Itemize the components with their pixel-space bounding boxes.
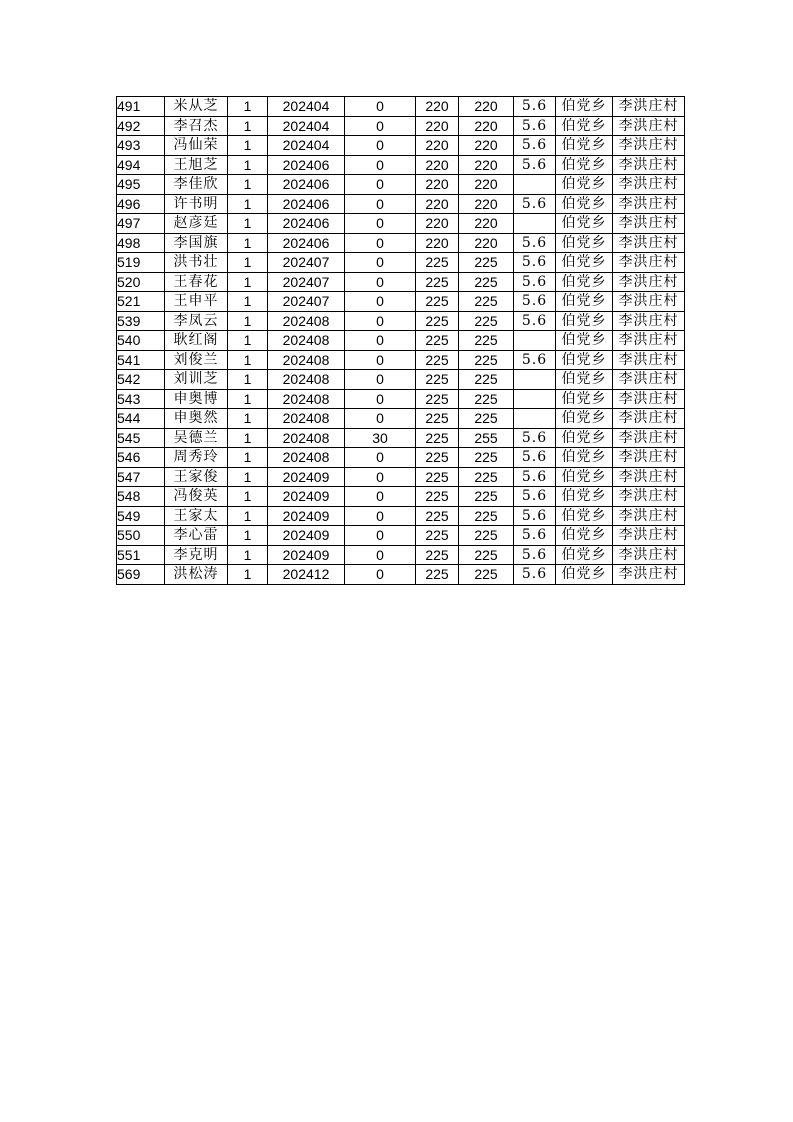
cell-standard: 5.6 [514, 565, 556, 585]
cell-village: 李洪庄村 [613, 487, 685, 507]
cell-total: 220 [459, 233, 514, 253]
cell-extra: 0 [345, 409, 416, 429]
roster-body [117, 97, 685, 585]
cell-name: 王家太 [165, 506, 228, 526]
cell-seq: 543 [117, 389, 165, 409]
table-row [117, 350, 685, 370]
cell-name: 耿红阁 [165, 331, 228, 351]
cell-name: 许书明 [165, 194, 228, 214]
cell-seq: 496 [117, 194, 165, 214]
cell-base: 225 [416, 331, 459, 351]
cell-month: 202408 [268, 311, 345, 331]
cell-extra: 0 [345, 253, 416, 273]
cell-month: 202409 [268, 487, 345, 507]
table-row [117, 233, 685, 253]
cell-village: 李洪庄村 [613, 233, 685, 253]
cell-name: 王春花 [165, 272, 228, 292]
cell-total: 225 [459, 292, 514, 312]
cell-name: 王申平 [165, 292, 228, 312]
cell-standard: 5.6 [514, 526, 556, 546]
cell-name: 吴德兰 [165, 428, 228, 448]
cell-seq: 493 [117, 136, 165, 156]
cell-month: 202412 [268, 565, 345, 585]
cell-month: 202409 [268, 506, 345, 526]
cell-village: 李洪庄村 [613, 350, 685, 370]
cell-township: 伯党乡 [556, 428, 613, 448]
table-row [117, 253, 685, 273]
cell-base: 225 [416, 409, 459, 429]
cell-month: 202408 [268, 370, 345, 390]
cell-total: 255 [459, 428, 514, 448]
cell-extra: 0 [345, 565, 416, 585]
cell-township: 伯党乡 [556, 409, 613, 429]
cell-standard [514, 409, 556, 429]
cell-count: 1 [228, 526, 268, 546]
cell-extra: 0 [345, 506, 416, 526]
cell-village: 李洪庄村 [613, 565, 685, 585]
cell-name: 冯仙荣 [165, 136, 228, 156]
cell-total: 220 [459, 194, 514, 214]
cell-seq: 494 [117, 155, 165, 175]
table-row [117, 428, 685, 448]
cell-extra: 0 [345, 370, 416, 390]
cell-name: 李召杰 [165, 116, 228, 136]
cell-base: 225 [416, 565, 459, 585]
cell-name: 李凤云 [165, 311, 228, 331]
cell-seq: 569 [117, 565, 165, 585]
cell-name: 李心雷 [165, 526, 228, 546]
table-row [117, 116, 685, 136]
cell-month: 202409 [268, 467, 345, 487]
cell-base: 220 [416, 175, 459, 195]
cell-standard: 5.6 [514, 350, 556, 370]
cell-count: 1 [228, 175, 268, 195]
cell-month: 202409 [268, 545, 345, 565]
cell-village: 李洪庄村 [613, 194, 685, 214]
cell-name: 洪松涛 [165, 565, 228, 585]
cell-township: 伯党乡 [556, 350, 613, 370]
cell-count: 1 [228, 331, 268, 351]
cell-standard: 5.6 [514, 136, 556, 156]
table-row [117, 136, 685, 156]
table-row [117, 97, 685, 117]
cell-count: 1 [228, 565, 268, 585]
table-row [117, 272, 685, 292]
cell-village: 李洪庄村 [613, 331, 685, 351]
cell-standard: 5.6 [514, 253, 556, 273]
cell-month: 202408 [268, 350, 345, 370]
cell-month: 202404 [268, 136, 345, 156]
cell-month: 202408 [268, 389, 345, 409]
cell-standard: 5.6 [514, 467, 556, 487]
cell-village: 李洪庄村 [613, 136, 685, 156]
cell-village: 李洪庄村 [613, 545, 685, 565]
cell-standard: 5.6 [514, 194, 556, 214]
cell-standard: 5.6 [514, 233, 556, 253]
cell-extra: 0 [345, 331, 416, 351]
cell-village: 李洪庄村 [613, 428, 685, 448]
cell-base: 220 [416, 233, 459, 253]
cell-month: 202409 [268, 526, 345, 546]
cell-count: 1 [228, 545, 268, 565]
table-row [117, 467, 685, 487]
cell-count: 1 [228, 311, 268, 331]
cell-month: 202406 [268, 155, 345, 175]
cell-total: 225 [459, 331, 514, 351]
cell-village: 李洪庄村 [613, 506, 685, 526]
cell-month: 202408 [268, 331, 345, 351]
cell-standard: 5.6 [514, 116, 556, 136]
cell-base: 220 [416, 194, 459, 214]
table-row [117, 506, 685, 526]
cell-extra: 0 [345, 487, 416, 507]
cell-count: 1 [228, 428, 268, 448]
cell-base: 225 [416, 253, 459, 273]
cell-base: 225 [416, 487, 459, 507]
cell-total: 220 [459, 155, 514, 175]
cell-count: 1 [228, 97, 268, 117]
cell-seq: 540 [117, 331, 165, 351]
cell-extra: 0 [345, 214, 416, 234]
cell-extra: 0 [345, 545, 416, 565]
cell-standard: 5.6 [514, 97, 556, 117]
cell-extra: 0 [345, 526, 416, 546]
cell-seq: 519 [117, 253, 165, 273]
cell-village: 李洪庄村 [613, 389, 685, 409]
cell-extra: 0 [345, 272, 416, 292]
cell-count: 1 [228, 116, 268, 136]
cell-month: 202404 [268, 97, 345, 117]
cell-township: 伯党乡 [556, 136, 613, 156]
cell-name: 赵彦廷 [165, 214, 228, 234]
cell-month: 202407 [268, 272, 345, 292]
cell-standard: 5.6 [514, 448, 556, 468]
table-row [117, 545, 685, 565]
cell-township: 伯党乡 [556, 565, 613, 585]
table-row [117, 389, 685, 409]
cell-seq: 495 [117, 175, 165, 195]
cell-total: 220 [459, 136, 514, 156]
cell-base: 225 [416, 389, 459, 409]
cell-base: 220 [416, 155, 459, 175]
cell-total: 225 [459, 311, 514, 331]
cell-base: 220 [416, 97, 459, 117]
cell-count: 1 [228, 272, 268, 292]
table-row [117, 194, 685, 214]
cell-standard: 5.6 [514, 428, 556, 448]
cell-standard [514, 214, 556, 234]
cell-standard [514, 389, 556, 409]
cell-township: 伯党乡 [556, 233, 613, 253]
cell-township: 伯党乡 [556, 253, 613, 273]
cell-base: 225 [416, 506, 459, 526]
cell-village: 李洪庄村 [613, 409, 685, 429]
cell-township: 伯党乡 [556, 467, 613, 487]
cell-standard: 5.6 [514, 487, 556, 507]
cell-total: 225 [459, 526, 514, 546]
cell-base: 225 [416, 467, 459, 487]
cell-seq: 491 [117, 97, 165, 117]
cell-total: 220 [459, 175, 514, 195]
cell-township: 伯党乡 [556, 448, 613, 468]
cell-base: 225 [416, 448, 459, 468]
cell-village: 李洪庄村 [613, 116, 685, 136]
cell-township: 伯党乡 [556, 175, 613, 195]
cell-month: 202407 [268, 253, 345, 273]
cell-total: 225 [459, 370, 514, 390]
table-row [117, 409, 685, 429]
cell-total: 225 [459, 565, 514, 585]
cell-seq: 547 [117, 467, 165, 487]
cell-count: 1 [228, 253, 268, 273]
cell-name: 王旭芝 [165, 155, 228, 175]
cell-name: 王家俊 [165, 467, 228, 487]
cell-count: 1 [228, 506, 268, 526]
cell-seq: 497 [117, 214, 165, 234]
cell-seq: 541 [117, 350, 165, 370]
cell-extra: 0 [345, 467, 416, 487]
cell-extra: 0 [345, 233, 416, 253]
cell-extra: 0 [345, 116, 416, 136]
cell-total: 220 [459, 97, 514, 117]
cell-name: 冯俊英 [165, 487, 228, 507]
cell-month: 202406 [268, 214, 345, 234]
cell-base: 225 [416, 350, 459, 370]
cell-count: 1 [228, 467, 268, 487]
cell-base: 225 [416, 370, 459, 390]
cell-extra: 0 [345, 97, 416, 117]
cell-total: 225 [459, 545, 514, 565]
cell-village: 李洪庄村 [613, 292, 685, 312]
cell-month: 202407 [268, 292, 345, 312]
cell-extra: 0 [345, 292, 416, 312]
cell-seq: 546 [117, 448, 165, 468]
cell-standard: 5.6 [514, 155, 556, 175]
cell-village: 李洪庄村 [613, 370, 685, 390]
cell-township: 伯党乡 [556, 292, 613, 312]
cell-seq: 551 [117, 545, 165, 565]
cell-township: 伯党乡 [556, 116, 613, 136]
table-row [117, 214, 685, 234]
cell-name: 刘俊兰 [165, 350, 228, 370]
table-row [117, 565, 685, 585]
cell-township: 伯党乡 [556, 272, 613, 292]
cell-seq: 492 [117, 116, 165, 136]
cell-month: 202406 [268, 175, 345, 195]
cell-standard: 5.6 [514, 292, 556, 312]
cell-extra: 0 [345, 194, 416, 214]
cell-total: 225 [459, 272, 514, 292]
cell-village: 李洪庄村 [613, 175, 685, 195]
cell-month: 202406 [268, 194, 345, 214]
cell-count: 1 [228, 136, 268, 156]
cell-extra: 0 [345, 350, 416, 370]
cell-total: 225 [459, 467, 514, 487]
cell-extra: 0 [345, 311, 416, 331]
cell-total: 220 [459, 214, 514, 234]
cell-name: 申奥然 [165, 409, 228, 429]
cell-seq: 550 [117, 526, 165, 546]
cell-name: 李佳欣 [165, 175, 228, 195]
cell-base: 220 [416, 136, 459, 156]
cell-total: 225 [459, 506, 514, 526]
cell-base: 220 [416, 116, 459, 136]
cell-township: 伯党乡 [556, 545, 613, 565]
cell-township: 伯党乡 [556, 214, 613, 234]
table-row [117, 448, 685, 468]
table-row [117, 311, 685, 331]
cell-standard [514, 370, 556, 390]
cell-count: 1 [228, 370, 268, 390]
cell-township: 伯党乡 [556, 526, 613, 546]
cell-base: 220 [416, 214, 459, 234]
roster-table [116, 96, 685, 585]
cell-township: 伯党乡 [556, 389, 613, 409]
cell-township: 伯党乡 [556, 370, 613, 390]
table-row [117, 175, 685, 195]
cell-seq: 520 [117, 272, 165, 292]
cell-standard: 5.6 [514, 311, 556, 331]
cell-month: 202408 [268, 448, 345, 468]
cell-standard [514, 175, 556, 195]
cell-seq: 548 [117, 487, 165, 507]
cell-count: 1 [228, 155, 268, 175]
table-row [117, 292, 685, 312]
cell-seq: 544 [117, 409, 165, 429]
cell-village: 李洪庄村 [613, 526, 685, 546]
cell-name: 洪书壮 [165, 253, 228, 273]
cell-seq: 545 [117, 428, 165, 448]
cell-base: 225 [416, 526, 459, 546]
table-row [117, 370, 685, 390]
cell-month: 202408 [268, 409, 345, 429]
cell-count: 1 [228, 487, 268, 507]
cell-total: 225 [459, 487, 514, 507]
cell-total: 225 [459, 350, 514, 370]
cell-name: 刘训芝 [165, 370, 228, 390]
table-row [117, 155, 685, 175]
cell-village: 李洪庄村 [613, 311, 685, 331]
cell-count: 1 [228, 214, 268, 234]
cell-month: 202404 [268, 116, 345, 136]
cell-total: 220 [459, 116, 514, 136]
cell-base: 225 [416, 428, 459, 448]
cell-name: 周秀玲 [165, 448, 228, 468]
cell-base: 225 [416, 292, 459, 312]
cell-extra: 0 [345, 175, 416, 195]
cell-township: 伯党乡 [556, 331, 613, 351]
cell-standard: 5.6 [514, 545, 556, 565]
cell-name: 李国旗 [165, 233, 228, 253]
table-row [117, 526, 685, 546]
cell-month: 202408 [268, 428, 345, 448]
cell-village: 李洪庄村 [613, 467, 685, 487]
cell-seq: 549 [117, 506, 165, 526]
table-row [117, 331, 685, 351]
cell-base: 225 [416, 272, 459, 292]
cell-count: 1 [228, 350, 268, 370]
cell-village: 李洪庄村 [613, 272, 685, 292]
cell-extra: 0 [345, 136, 416, 156]
cell-township: 伯党乡 [556, 97, 613, 117]
cell-total: 225 [459, 389, 514, 409]
cell-township: 伯党乡 [556, 487, 613, 507]
cell-total: 225 [459, 253, 514, 273]
cell-seq: 498 [117, 233, 165, 253]
cell-township: 伯党乡 [556, 155, 613, 175]
cell-month: 202406 [268, 233, 345, 253]
cell-count: 1 [228, 292, 268, 312]
cell-count: 1 [228, 233, 268, 253]
cell-extra: 0 [345, 389, 416, 409]
cell-name: 米从芝 [165, 97, 228, 117]
cell-village: 李洪庄村 [613, 253, 685, 273]
cell-count: 1 [228, 409, 268, 429]
cell-name: 申奥博 [165, 389, 228, 409]
cell-extra: 0 [345, 448, 416, 468]
cell-count: 1 [228, 194, 268, 214]
cell-name: 李克明 [165, 545, 228, 565]
cell-standard: 5.6 [514, 506, 556, 526]
cell-count: 1 [228, 448, 268, 468]
cell-standard: 5.6 [514, 272, 556, 292]
cell-seq: 539 [117, 311, 165, 331]
cell-seq: 521 [117, 292, 165, 312]
cell-township: 伯党乡 [556, 311, 613, 331]
cell-extra: 0 [345, 155, 416, 175]
cell-standard [514, 331, 556, 351]
cell-total: 225 [459, 409, 514, 429]
cell-township: 伯党乡 [556, 506, 613, 526]
cell-count: 1 [228, 389, 268, 409]
cell-base: 225 [416, 311, 459, 331]
table-row [117, 487, 685, 507]
cell-village: 李洪庄村 [613, 448, 685, 468]
cell-seq: 542 [117, 370, 165, 390]
cell-base: 225 [416, 545, 459, 565]
cell-village: 李洪庄村 [613, 97, 685, 117]
cell-village: 李洪庄村 [613, 155, 685, 175]
cell-village: 李洪庄村 [613, 214, 685, 234]
cell-township: 伯党乡 [556, 194, 613, 214]
cell-extra: 30 [345, 428, 416, 448]
cell-total: 225 [459, 448, 514, 468]
